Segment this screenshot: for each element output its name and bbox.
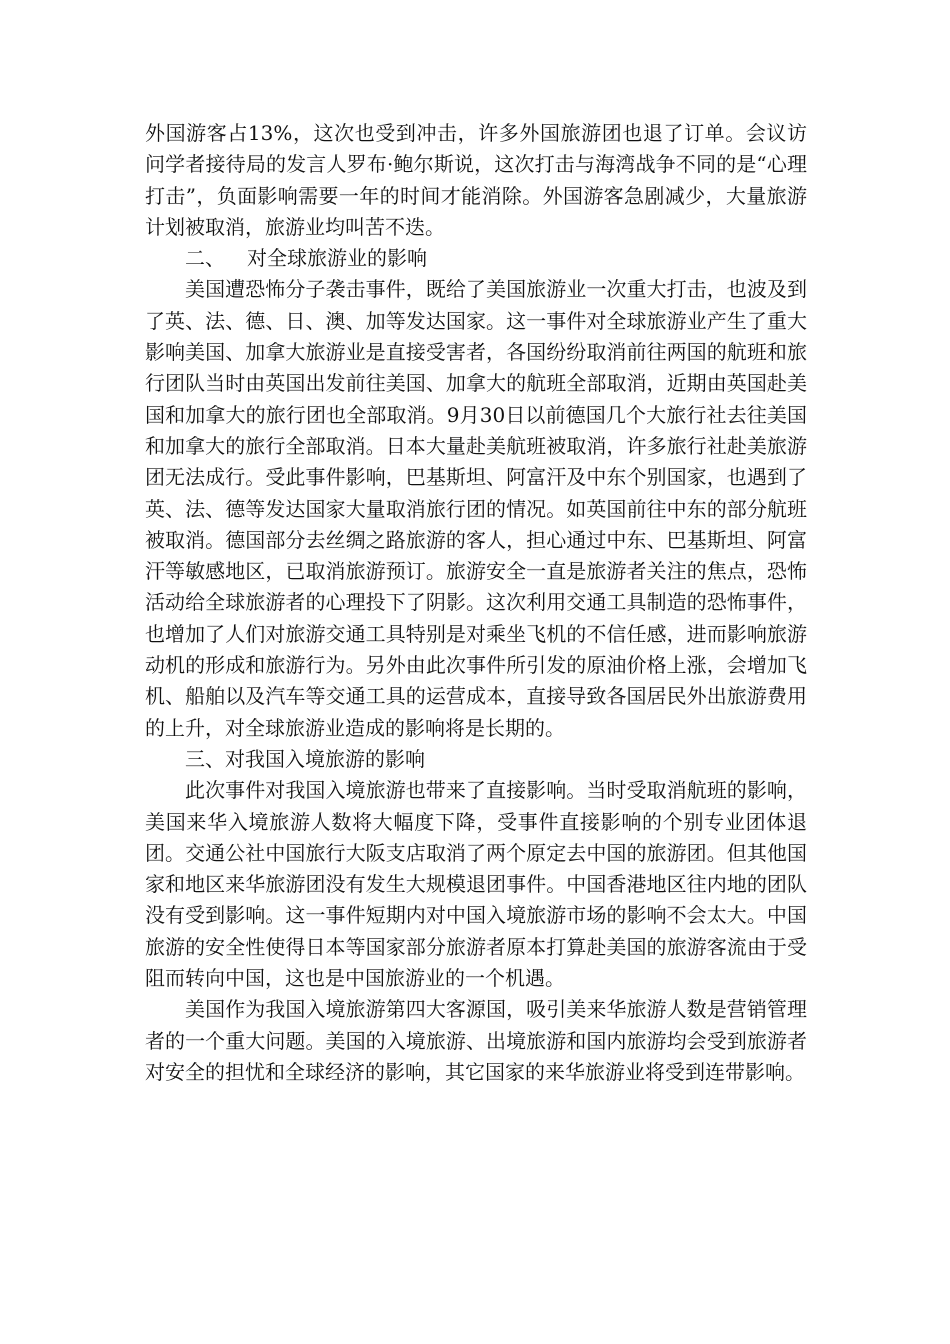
paragraph-global-impact: 美国遭恐怖分子袭击事件，既给了美国旅游业一次重大打击，也波及到了英、法、德、日、澳、加等发达国家。这一事件对全球旅游业产生了重大影响美国、加拿大旅游业是直接受害者，各国纷纷取消前往两国的航班和旅行团队当时由英国出发前往美国、加拿大的航班全部取消，近期由英国赴美国和加拿大的旅行团也全部取消。9月30日以前德国几个大旅行社去往美国和加拿大的旅行全部取消。日本大量赴美航班被取消，许多旅行社赴美旅游团无法成行。受此事件影响，巴基斯坦、阿富汗及中东个别国家，也遇到了英、法、德等发达国家大量取消旅行团的情况。如英国前往中东的部分航班被取消。德国部分去丝绸之路旅游的客人，担心通过中东、巴基斯坦、阿富汗等敏感地区，已取消旅游预订。旅游安全一直是旅游者关注的焦点，恐怖活动给全球旅游者的心理投下了阴影。这次利用交通工具制造的恐怖事件，也增加了人们对旅游交通工具特别是对乘坐飞机的不信任感，进而影响旅游动机的形成和旅游行为。另外由此次事件所引发的原油价格上涨，会增加飞机、船舶以及汽车等交通工具的运营成本，直接导致各国居民外出旅游费用的上升，对全球旅游业造成的影响将是长期的。	[145, 277, 807, 740]
document-page	[145, 118, 807, 1088]
paragraph-us-market: 美国作为我国入境旅游第四大客源国，吸引美来华旅游人数是营销管理者的一个重大问题。美国的入境旅游、出境旅游和国内旅游均会受到旅游者对安全的担忧和全球经济的影响，其它国家的来华旅游业将受到连带影响。	[145, 997, 807, 1084]
paragraph-intro: 外国游客占13%，这次也受到冲击，许多外国旅游团也退了订单。会议访问学者接待局的发言人罗布·鲍尔斯说，这次打击与海湾战争不同的是“心理打击”，负面影响需要一年的时间才能消除。外国游客急剧减少，大量旅游计划被取消，旅游业均叫苦不迭。	[145, 121, 807, 239]
section-number: 二、	[185, 246, 225, 271]
section-title: 对全球旅游业的影响	[247, 246, 427, 271]
paragraph-inbound-impact: 此次事件对我国入境旅游也带来了直接影响。当时受取消航班的影响，美国来华入境旅游人数将大幅度下降，受事件直接影响的个别专业团体退团。交通公社中国旅行大阪支店取消了两个原定去中国的旅游团。但其他国家和地区来华旅游团没有发生大规模退团事件。中国香港地区往内地的团队没有受到影响。这一事件短期内对中国入境旅游市场的影响不会太大。中国旅游的安全性使得日本等国家部分旅游者原本打算赴美国的旅游客流由于受阻而转向中国，这也是中国旅游业的一个机遇。	[145, 778, 807, 991]
section-heading-2	[145, 243, 807, 274]
section-heading-3: 三、对我国入境旅游的影响	[185, 746, 425, 771]
